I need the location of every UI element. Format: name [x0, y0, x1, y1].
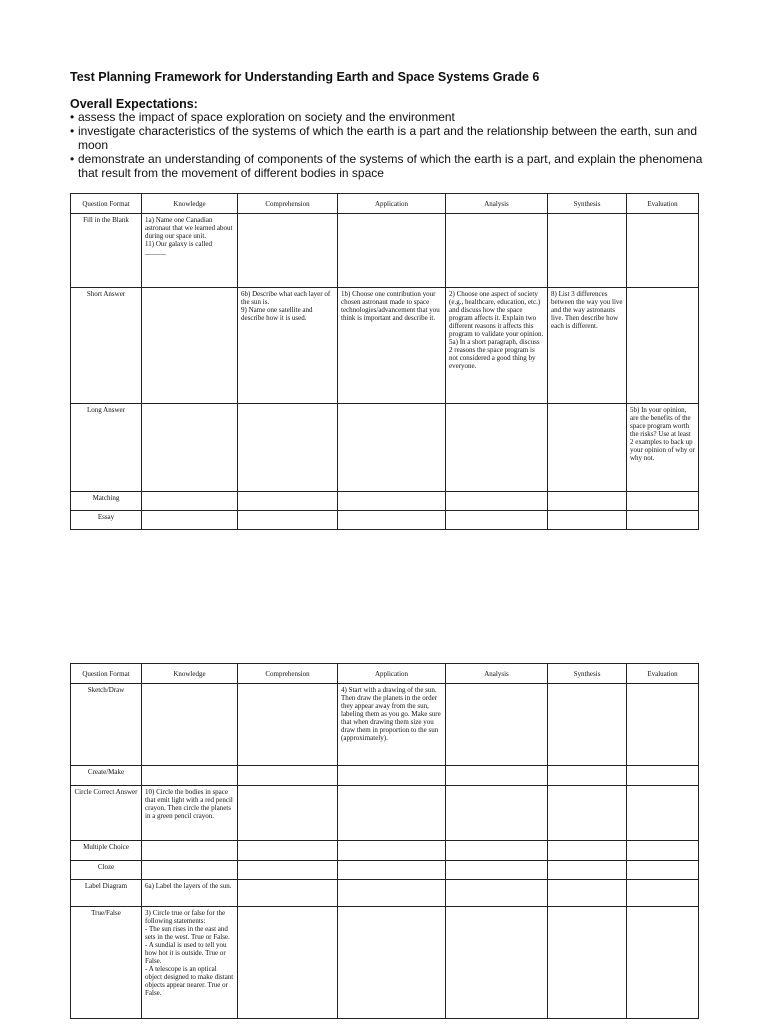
cell-knowledge [142, 404, 238, 492]
table-header-row [71, 194, 699, 214]
cell-knowledge [142, 766, 238, 786]
cell-synthesis [548, 492, 627, 511]
column-header-analysis: Analysis [446, 664, 548, 684]
cell-application [338, 841, 446, 861]
question-format-cell [71, 841, 142, 861]
column-header-synthesis: Synthesis [548, 194, 627, 214]
cell-analysis [446, 684, 548, 766]
cell-evaluation [627, 880, 699, 907]
test-planning-table-2 [70, 663, 699, 1019]
question-format-label: Multiple Choice [83, 843, 129, 851]
expectation-item: • assess the impact of space exploration on society and the environment [70, 110, 710, 124]
question-format-cell [71, 511, 142, 530]
cell-application [338, 880, 446, 907]
table-row [71, 786, 699, 841]
cell-knowledge [142, 841, 238, 861]
column-header-comprehension: Comprehension [238, 664, 338, 684]
expectation-item: • demonstrate an understanding of components of the systems of which the earth is a part, and explain the phenomena that result from the movement of different bodies in space [70, 152, 710, 180]
table-row [71, 907, 699, 1019]
document-title: Test Planning Framework for Understanding Earth and Space Systems Grade 6 [70, 70, 540, 84]
question-text: 5b) In your opinion, are the benefits of the space program worth the risks? Use at least 2 examples to back up your opinion of why or why not. [630, 406, 695, 462]
cell-analysis [446, 511, 548, 530]
cell-comprehension [238, 841, 338, 861]
cell-evaluation [627, 786, 699, 841]
question-format-cell [71, 861, 142, 880]
cell-comprehension [238, 684, 338, 766]
cell-knowledge [142, 492, 238, 511]
question-text: 10) Circle the bodies in space that emit light with a red pencil crayon. Then circle the planets in a green pencil crayon. [145, 788, 233, 820]
question-format-cell [71, 766, 142, 786]
question-format-label: Fill in the Blank [83, 216, 129, 224]
cell-synthesis [548, 907, 627, 1019]
cell-comprehension [238, 907, 338, 1019]
cell-analysis [446, 766, 548, 786]
question-format-cell [71, 404, 142, 492]
cell-evaluation [627, 404, 699, 492]
question-format-label: Matching [92, 494, 120, 502]
table-row [71, 766, 699, 786]
cell-application [338, 786, 446, 841]
question-format-label: Create/Make [87, 768, 125, 776]
question-text: 6b) Describe what each layer of the sun is. 9) Name one satellite and describe how it is used. [241, 290, 331, 322]
cell-application [338, 861, 446, 880]
table-header-row [71, 664, 699, 684]
cell-knowledge [142, 511, 238, 530]
cell-analysis [446, 492, 548, 511]
cell-knowledge [142, 880, 238, 907]
question-text: 3) Circle true or false for the following statements: - The sun rises in the east and sets in the west. True or False. - A sundial is used to tell you how hot it is outside. True or False. - A telescope is an optical object designed to make distant objects appear nearer. True or False. [145, 909, 234, 997]
question-text: 2) Choose one aspect of society (e.g., healthcare, education, etc.) and discuss how the space program affects it. Explain two different reasons it affects this program to validate your opinion. 5a) In a short paragraph, discuss 2 reasons the space program is not considered a good thing by everyone. [449, 290, 544, 370]
cell-evaluation [627, 841, 699, 861]
cell-comprehension [238, 492, 338, 511]
cell-knowledge [142, 214, 238, 288]
cell-application [338, 907, 446, 1019]
question-format-cell [71, 786, 142, 841]
cell-evaluation [627, 214, 699, 288]
cell-application [338, 214, 446, 288]
question-format-label: Label Diagram [84, 882, 128, 890]
question-format-label: Long Answer [87, 406, 125, 414]
cell-analysis [446, 214, 548, 288]
question-text: 1a) Name one Canadian astronaut that we learned about during our space unit. 11) Our galaxy is called ______ [145, 216, 233, 256]
question-text: 4) Start with a drawing of the sun. Then draw the planets in the order they appear away from the sun, labeling them as you go. Make sure that when drawing them size you draw them in proportion to the sun (approximately). [341, 686, 441, 742]
question-text: 6a) Label the layers of the sun. [145, 882, 232, 890]
cell-comprehension [238, 786, 338, 841]
cell-analysis [446, 907, 548, 1019]
column-header-analysis: Analysis [446, 194, 548, 214]
cell-application [338, 492, 446, 511]
table-row [71, 214, 699, 288]
question-text: 1b) Choose one contribution your chosen astronaut made to space technologies/advancement that you think is important and describe it. [341, 290, 440, 322]
cell-evaluation [627, 907, 699, 1019]
column-header-format: Question Format [71, 664, 142, 684]
cell-knowledge [142, 786, 238, 841]
table-row [71, 880, 699, 907]
cell-evaluation [627, 766, 699, 786]
cell-synthesis [548, 214, 627, 288]
column-header-application: Application [338, 194, 446, 214]
question-format-label: Circle Correct Answer [74, 788, 138, 796]
question-format-cell [71, 907, 142, 1019]
question-format-cell [71, 492, 142, 511]
table-row [71, 861, 699, 880]
table-row [71, 404, 699, 492]
cell-knowledge [142, 907, 238, 1019]
cell-synthesis [548, 288, 627, 404]
cell-comprehension [238, 214, 338, 288]
cell-application [338, 404, 446, 492]
column-header-synthesis: Synthesis [548, 664, 627, 684]
cell-analysis [446, 861, 548, 880]
cell-comprehension [238, 511, 338, 530]
cell-evaluation [627, 288, 699, 404]
question-format-label: True/False [91, 909, 121, 917]
cell-analysis [446, 841, 548, 861]
cell-comprehension [238, 766, 338, 786]
question-format-cell [71, 288, 142, 404]
question-format-label: Short Answer [86, 290, 126, 298]
column-header-knowledge: Knowledge [142, 664, 238, 684]
cell-analysis [446, 404, 548, 492]
cell-comprehension [238, 861, 338, 880]
cell-evaluation [627, 684, 699, 766]
cell-comprehension [238, 404, 338, 492]
column-header-comprehension: Comprehension [238, 194, 338, 214]
cell-comprehension [238, 288, 338, 404]
column-header-application: Application [338, 664, 446, 684]
table-row [71, 288, 699, 404]
cell-synthesis [548, 766, 627, 786]
cell-synthesis [548, 841, 627, 861]
test-planning-table-1 [70, 193, 699, 530]
overall-expectations-heading: Overall Expectations: [70, 97, 198, 111]
column-header-evaluation: Evaluation [627, 664, 699, 684]
question-format-label: Essay [97, 513, 115, 521]
question-format-label: Cloze [97, 863, 115, 871]
table-row [71, 511, 699, 530]
cell-synthesis [548, 861, 627, 880]
cell-application [338, 511, 446, 530]
cell-evaluation [627, 861, 699, 880]
cell-synthesis [548, 684, 627, 766]
cell-analysis [446, 880, 548, 907]
cell-analysis [446, 288, 548, 404]
question-format-cell [71, 684, 142, 766]
table-row [71, 841, 699, 861]
cell-knowledge [142, 684, 238, 766]
cell-knowledge [142, 861, 238, 880]
cell-application [338, 684, 446, 766]
cell-evaluation [627, 492, 699, 511]
question-format-label: Sketch/Draw [87, 686, 125, 694]
table-row [71, 492, 699, 511]
cell-application [338, 766, 446, 786]
table-row [71, 684, 699, 766]
column-header-format: Question Format [71, 194, 142, 214]
column-header-evaluation: Evaluation [627, 194, 699, 214]
question-text: 8) List 3 differences between the way you live and the way astronauts live. Then describe how each is different. [551, 290, 623, 330]
column-header-knowledge: Knowledge [142, 194, 238, 214]
expectation-item: • investigate characteristics of the systems of which the earth is a part and the relationship between the earth, sun and moon [70, 124, 710, 152]
cell-synthesis [548, 786, 627, 841]
cell-knowledge [142, 288, 238, 404]
cell-analysis [446, 786, 548, 841]
cell-synthesis [548, 880, 627, 907]
cell-synthesis [548, 511, 627, 530]
cell-synthesis [548, 404, 627, 492]
cell-comprehension [238, 880, 338, 907]
question-format-cell [71, 214, 142, 288]
question-format-cell [71, 880, 142, 907]
cell-evaluation [627, 511, 699, 530]
expectations-list [70, 110, 710, 180]
cell-application [338, 288, 446, 404]
